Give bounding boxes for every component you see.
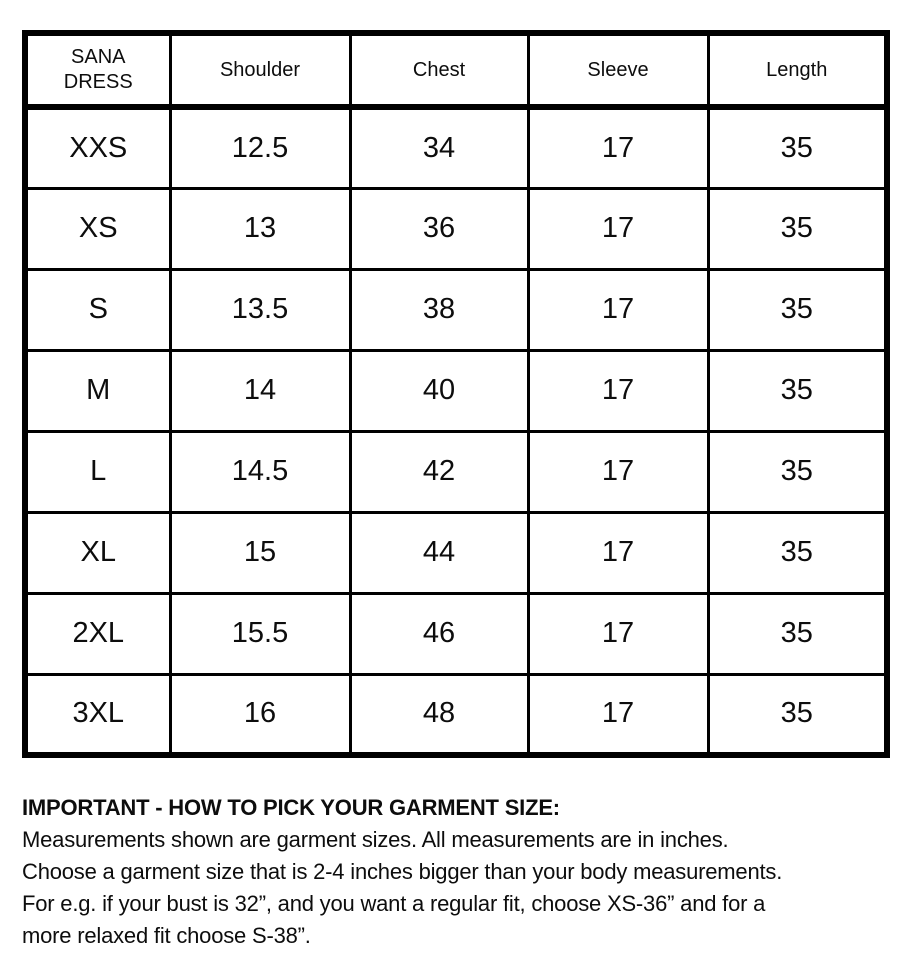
value-cell: 16 <box>170 674 350 755</box>
value-cell: 38 <box>350 269 528 350</box>
note-line: Choose a garment size that is 2-4 inches bigger than your body measurements. <box>22 859 783 884</box>
size-chart-table <box>22 30 890 758</box>
size-cell: L <box>25 431 170 512</box>
table-row-l <box>25 431 887 512</box>
value-cell: 17 <box>528 431 708 512</box>
value-cell: 35 <box>708 512 887 593</box>
note-line: more relaxed fit choose S-38”. <box>22 923 311 948</box>
value-cell: 46 <box>350 593 528 674</box>
table-row-3xl <box>25 674 887 755</box>
column-header-chest: Chest <box>350 33 528 107</box>
table-row-s <box>25 269 887 350</box>
corner-header-cell <box>25 33 170 107</box>
value-cell: 17 <box>528 593 708 674</box>
value-cell: 13.5 <box>170 269 350 350</box>
value-cell: 35 <box>708 593 887 674</box>
size-cell: 3XL <box>25 674 170 755</box>
value-cell: 34 <box>350 107 528 188</box>
value-cell: 35 <box>708 188 887 269</box>
notes-heading: IMPORTANT - HOW TO PICK YOUR GARMENT SIZE: <box>22 795 560 820</box>
column-header-shoulder: Shoulder <box>170 33 350 107</box>
table-row-m <box>25 350 887 431</box>
value-cell: 35 <box>708 674 887 755</box>
value-cell: 35 <box>708 107 887 188</box>
value-cell: 35 <box>708 350 887 431</box>
value-cell: 48 <box>350 674 528 755</box>
table-row-xs <box>25 188 887 269</box>
size-cell: 2XL <box>25 593 170 674</box>
value-cell: 42 <box>350 431 528 512</box>
value-cell: 13 <box>170 188 350 269</box>
table-row-xxs <box>25 107 887 188</box>
value-cell: 17 <box>528 674 708 755</box>
value-cell: 14.5 <box>170 431 350 512</box>
note-line: For e.g. if your bust is 32”, and you want a regular fit, choose XS-36” and for a <box>22 891 766 916</box>
value-cell: 15 <box>170 512 350 593</box>
note-line: Measurements shown are garment sizes. All measurements are in inches. <box>22 827 729 852</box>
value-cell: 40 <box>350 350 528 431</box>
value-cell: 35 <box>708 269 887 350</box>
column-header-sleeve: Sleeve <box>528 33 708 107</box>
value-cell: 35 <box>708 431 887 512</box>
column-header-length: Length <box>708 33 887 107</box>
table-row-xl <box>25 512 887 593</box>
corner-label: SANA DRESS <box>63 46 133 93</box>
value-cell: 12.5 <box>170 107 350 188</box>
sizing-notes <box>22 792 888 952</box>
size-cell: XL <box>25 512 170 593</box>
value-cell: 44 <box>350 512 528 593</box>
value-cell: 17 <box>528 188 708 269</box>
value-cell: 17 <box>528 269 708 350</box>
value-cell: 15.5 <box>170 593 350 674</box>
value-cell: 17 <box>528 107 708 188</box>
value-cell: 17 <box>528 350 708 431</box>
size-cell: M <box>25 350 170 431</box>
size-cell: XXS <box>25 107 170 188</box>
value-cell: 14 <box>170 350 350 431</box>
size-cell: S <box>25 269 170 350</box>
table-row-2xl <box>25 593 887 674</box>
size-cell: XS <box>25 188 170 269</box>
value-cell: 17 <box>528 512 708 593</box>
header-row <box>25 33 887 107</box>
value-cell: 36 <box>350 188 528 269</box>
